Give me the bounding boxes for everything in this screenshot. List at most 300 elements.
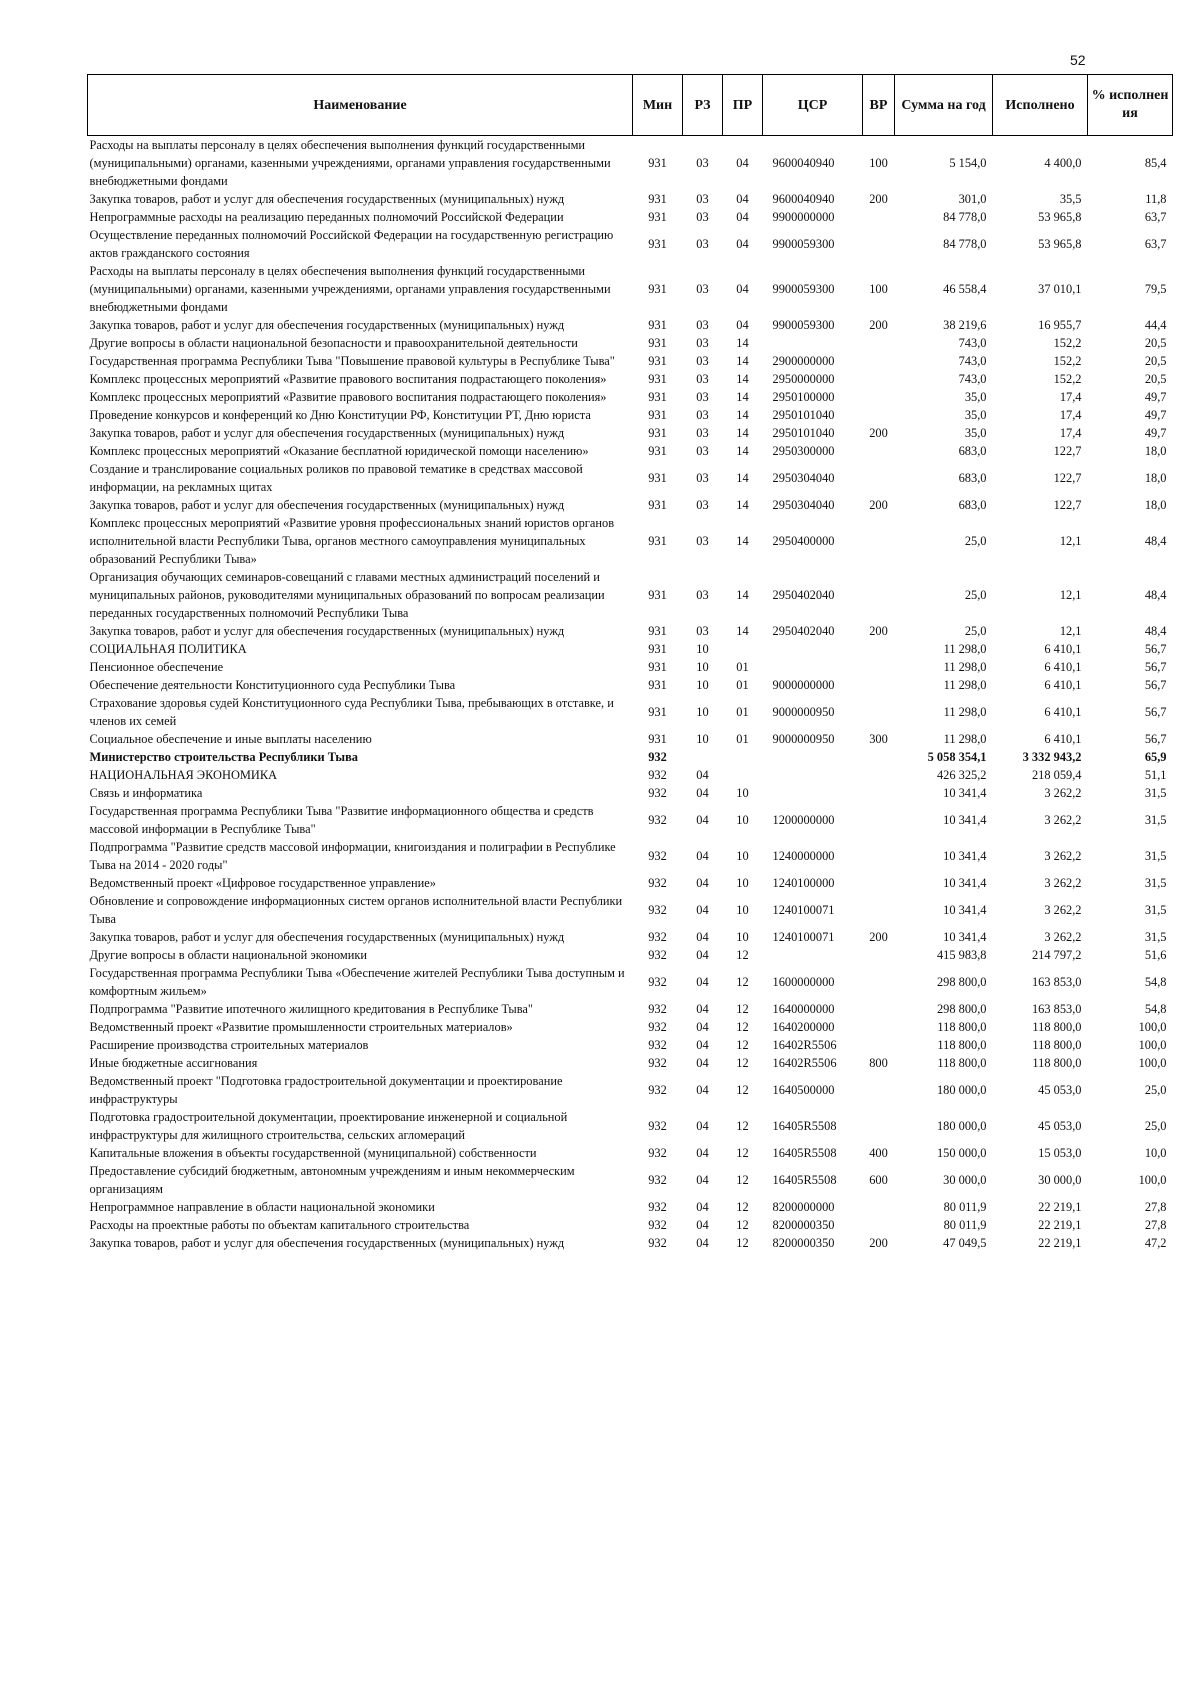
row-execution-percent: 48,4 [1144,588,1167,602]
row-expense-type [863,1108,895,1144]
row-executed: 35,5 [1059,192,1082,206]
row-executed: 12,1 [1059,534,1082,548]
row-annual-amount: 298 800,0 [936,1002,987,1016]
row-section: 03 [696,498,709,512]
row-name: Государственная программа Республики Тыва «Обеспечение жителей Республики Тыва доступным и комфортным жильем» [89,966,625,998]
table-row [88,928,1173,946]
row-ministry: 932 [648,1083,667,1097]
row-executed: 22 219,1 [1038,1200,1082,1214]
row-executed: 12,1 [1059,624,1082,638]
table-row [88,730,1173,748]
table-row [88,514,1173,568]
row-ministry: 932 [648,1236,667,1250]
row-expense-type [863,568,895,622]
row-name: Подпрограмма "Развитие средств массовой информации, книгоиздания и полиграфии в Республике Тыва на 2014 - 2020 годы" [89,840,616,872]
header-ministry: Мин [633,75,683,136]
row-annual-amount: 180 000,0 [936,1083,987,1097]
header-name: Наименование [88,75,633,136]
row-annual-amount: 35,0 [964,426,987,440]
row-name: Расходы на выплаты персоналу в целях обеспечения выполнения функций государственными (муниципальными) органами, казенными учреждениями, органами управления государственными внебюджетными фондами [89,138,611,188]
row-executed: 3 332 943,2 [1022,750,1082,764]
row-target-article: 9000000950 [772,732,835,746]
row-annual-amount: 298 800,0 [936,975,987,989]
row-target-article: 8200000000 [772,1200,835,1214]
row-execution-percent: 65,9 [1144,750,1167,764]
row-subsection: 04 [736,192,749,206]
row-section: 03 [696,210,709,224]
row-subsection: 10 [736,876,749,890]
header-annual-amount: Сумма на год [895,75,993,136]
row-subsection: 14 [736,534,749,548]
row-target-article: 1200000000 [772,813,835,827]
row-target-article [763,658,863,676]
row-name: Расширение производства строительных материалов [89,1038,369,1052]
row-expense-type [863,766,895,784]
row-name: Ведомственный проект «Развитие промышленности строительных материалов» [89,1020,513,1034]
row-subsection: 04 [736,282,749,296]
row-expense-type [863,676,895,694]
row-executed: 6 410,1 [1044,705,1082,719]
row-expense-type [863,442,895,460]
row-execution-percent: 56,7 [1144,705,1167,719]
table-row [88,208,1173,226]
row-subsection: 10 [736,849,749,863]
row-executed: 15 053,0 [1038,1146,1082,1160]
row-ministry: 931 [648,372,667,386]
row-ministry: 931 [648,192,667,206]
row-name: Подпрограмма "Развитие ипотечного жилищного кредитования в Республике Тыва" [89,1002,533,1016]
table-row [88,370,1173,388]
row-ministry: 931 [648,678,667,692]
row-section: 04 [696,813,709,827]
row-executed: 30 000,0 [1038,1173,1082,1187]
row-section: 03 [696,588,709,602]
row-annual-amount: 5 058 354,1 [927,750,987,764]
row-annual-amount: 426 325,2 [936,768,987,782]
row-name: НАЦИОНАЛЬНАЯ ЭКОНОМИКА [89,768,278,782]
row-execution-percent: 79,5 [1144,282,1167,296]
table-row [88,658,1173,676]
row-execution-percent: 63,7 [1144,210,1167,224]
row-ministry: 931 [648,588,667,602]
row-ministry: 932 [648,1119,667,1133]
row-name: Создание и транслирование социальных роликов по правовой тематике в средствах массовой информации, на рекламных щитах [89,462,583,494]
row-section: 10 [696,705,709,719]
row-subsection: 14 [736,372,749,386]
row-executed: 163 853,0 [1031,1002,1082,1016]
row-expense-type: 100 [869,156,888,170]
row-annual-amount: 47 049,5 [943,1236,987,1250]
table-row [88,568,1173,622]
row-annual-amount: 415 983,8 [936,948,987,962]
row-annual-amount: 10 341,4 [943,849,987,863]
row-target-article [763,748,863,766]
row-name: Министерство строительства Республики Тыва [89,750,358,764]
row-name: Предоставление субсидий бюджетным, автономным учреждениям и иным некоммерческим организациям [89,1164,575,1196]
row-target-article: 9600040940 [772,192,835,206]
row-expense-type: 200 [869,426,888,440]
row-annual-amount: 84 778,0 [943,237,987,251]
row-subsection: 01 [736,705,749,719]
row-execution-percent: 56,7 [1144,642,1167,656]
row-subsection: 14 [736,408,749,422]
row-name: Закупка товаров, работ и услуг для обеспечения государственных (муниципальных) нужд [89,192,565,206]
row-expense-type [863,388,895,406]
table-row [88,946,1173,964]
table-row [88,1072,1173,1108]
row-target-article: 2900000000 [772,354,835,368]
row-subsection: 12 [736,1002,749,1016]
row-subsection: 12 [736,1218,749,1232]
row-execution-percent: 31,5 [1144,849,1167,863]
row-target-article: 8200000350 [772,1236,835,1250]
row-section: 04 [696,876,709,890]
row-annual-amount: 80 011,9 [943,1218,987,1232]
row-section: 04 [696,1200,709,1214]
row-subsection: 12 [736,1119,749,1133]
row-target-article: 9900059300 [772,237,835,251]
row-execution-percent: 56,7 [1144,678,1167,692]
table-row [88,622,1173,640]
row-execution-percent: 85,4 [1144,156,1167,170]
row-ministry: 931 [648,156,667,170]
row-target-article [763,784,863,802]
row-executed: 122,7 [1053,471,1082,485]
row-subsection [723,766,763,784]
row-subsection: 01 [736,660,749,674]
row-name: Проведение конкурсов и конференций ко Дню Конституции РФ, Конституции РТ, Дню юриста [89,408,591,422]
table-row [88,1234,1173,1252]
row-name: Закупка товаров, работ и услуг для обеспечения государственных (муниципальных) нужд [89,1236,565,1250]
row-expense-type: 200 [869,1236,888,1250]
row-name: Ведомственный проект «Цифровое государственное управление» [89,876,436,890]
row-name: Ведомственный проект "Подготовка градостроительной документации и проектирование инфраструктуры [89,1074,563,1106]
row-executed: 118 800,0 [1032,1056,1082,1070]
table-header [88,75,1173,136]
row-section: 04 [696,1218,709,1232]
row-executed: 53 965,8 [1038,210,1082,224]
row-execution-percent: 25,0 [1144,1083,1167,1097]
row-target-article: 9900059300 [772,318,835,332]
row-executed: 3 262,2 [1044,930,1082,944]
row-section: 04 [696,1119,709,1133]
row-expense-type [863,640,895,658]
row-executed: 37 010,1 [1038,282,1082,296]
row-ministry: 931 [648,534,667,548]
table-row [88,352,1173,370]
row-name: Связь и информатика [89,786,203,800]
row-section: 04 [696,1236,709,1250]
row-subsection: 12 [736,1200,749,1214]
row-name: Подготовка градостроительной документации, проектирование инженерной и социальной инфраструктуры для жилищного строительства, сельских агломераций [89,1110,568,1142]
row-target-article [763,334,863,352]
row-executed: 3 262,2 [1044,876,1082,890]
table-row [88,136,1173,191]
row-executed: 17,4 [1059,390,1082,404]
row-name: Расходы на проектные работы по объектам капитального строительства [89,1218,470,1232]
table-row [88,964,1173,1000]
row-executed: 22 219,1 [1038,1236,1082,1250]
row-expense-type [863,514,895,568]
row-executed: 6 410,1 [1044,732,1082,746]
row-execution-percent: 18,0 [1144,471,1167,485]
row-subsection: 14 [736,498,749,512]
row-execution-percent: 48,4 [1144,624,1167,638]
row-ministry: 932 [648,1173,667,1187]
row-ministry: 931 [648,444,667,458]
row-subsection: 12 [736,975,749,989]
row-expense-type [863,226,895,262]
row-target-article: 2950000000 [772,372,835,386]
row-name: Другие вопросы в области национальной экономики [89,948,367,962]
row-executed: 152,2 [1053,354,1082,368]
row-expense-type: 100 [869,282,888,296]
page-number: 52 [1070,52,1086,68]
row-execution-percent: 49,7 [1144,408,1167,422]
row-target-article: 2950402040 [772,624,835,638]
row-subsection: 14 [736,426,749,440]
row-ministry: 932 [648,903,667,917]
row-execution-percent: 20,5 [1144,372,1167,386]
row-target-article: 1640500000 [772,1083,835,1097]
row-executed: 118 800,0 [1032,1020,1082,1034]
row-ministry: 931 [648,390,667,404]
row-executed: 17,4 [1059,426,1082,440]
row-ministry: 932 [648,1020,667,1034]
table-row [88,1144,1173,1162]
row-section: 04 [696,1146,709,1160]
row-name: Непрограммное направление в области национальной экономики [89,1200,435,1214]
row-section: 03 [696,471,709,485]
row-executed: 16 955,7 [1038,318,1082,332]
row-annual-amount: 84 778,0 [943,210,987,224]
row-ministry: 932 [648,750,667,764]
header-executed: Исполнено [993,75,1088,136]
row-section: 04 [696,849,709,863]
row-subsection: 12 [736,1236,749,1250]
row-target-article: 16402R5506 [772,1056,837,1070]
row-expense-type [863,784,895,802]
row-expense-type: 300 [869,732,888,746]
row-name: Непрограммные расходы на реализацию переданных полномочий Российской Федерации [89,210,564,224]
row-section: 04 [696,768,709,782]
row-section: 03 [696,336,709,350]
row-execution-percent: 44,4 [1144,318,1167,332]
row-annual-amount: 683,0 [958,471,987,485]
row-subsection: 12 [736,1020,749,1034]
row-execution-percent: 31,5 [1144,786,1167,800]
row-name: Закупка товаров, работ и услуг для обеспечения государственных (муниципальных) нужд [89,318,565,332]
row-subsection: 14 [736,354,749,368]
row-target-article: 1640000000 [772,1002,835,1016]
row-target-article: 9900000000 [772,210,835,224]
table-row [88,748,1173,766]
row-name: Комплекс процессных мероприятий «Оказание бесплатной юридической помощи населению» [89,444,589,458]
row-subsection: 01 [736,678,749,692]
row-section: 10 [696,732,709,746]
row-ministry: 932 [648,876,667,890]
row-expense-type [863,1216,895,1234]
row-ministry: 932 [648,786,667,800]
row-annual-amount: 11 298,0 [943,660,987,674]
row-section: 03 [696,156,709,170]
row-section: 03 [696,372,709,386]
row-subsection [723,748,763,766]
row-executed: 3 262,2 [1044,849,1082,863]
row-subsection: 12 [736,1038,749,1052]
table-row [88,1198,1173,1216]
row-subsection: 12 [736,948,749,962]
row-executed: 118 800,0 [1032,1038,1082,1052]
row-name: Осуществление переданных полномочий Российской Федерации на государственную регистрацию актов гражданского состояния [89,228,614,260]
row-ministry: 932 [648,1146,667,1160]
row-execution-percent: 20,5 [1144,336,1167,350]
row-section: 04 [696,930,709,944]
row-execution-percent: 100,0 [1138,1020,1167,1034]
row-subsection: 10 [736,930,749,944]
row-target-article: 9000000000 [772,678,835,692]
row-name: Закупка товаров, работ и услуг для обеспечения государственных (муниципальных) нужд [89,930,565,944]
table-row [88,1054,1173,1072]
table-row [88,838,1173,874]
row-expense-type: 200 [869,192,888,206]
table-row [88,406,1173,424]
table-row [88,784,1173,802]
row-ministry: 931 [648,237,667,251]
table-row [88,1036,1173,1054]
row-target-article: 1640200000 [772,1020,835,1034]
row-executed: 45 053,0 [1038,1119,1082,1133]
row-executed: 22 219,1 [1038,1218,1082,1232]
row-name: Социальное обеспечение и иные выплаты населению [89,732,372,746]
row-subsection: 01 [736,732,749,746]
row-execution-percent: 54,8 [1144,1002,1167,1016]
row-expense-type [863,1072,895,1108]
row-ministry: 931 [648,705,667,719]
table-row [88,262,1173,316]
row-target-article: 16405R5508 [772,1119,837,1133]
row-annual-amount: 180 000,0 [936,1119,987,1133]
table-row [88,694,1173,730]
row-ministry: 931 [648,498,667,512]
row-expense-type [863,406,895,424]
row-target-article [763,766,863,784]
row-target-article: 1240000000 [772,849,835,863]
row-section: 03 [696,534,709,548]
row-expense-type [863,208,895,226]
row-subsection: 04 [736,237,749,251]
row-target-article: 9600040940 [772,156,835,170]
row-annual-amount: 118 800,0 [937,1020,987,1034]
row-annual-amount: 38 219,6 [943,318,987,332]
row-ministry: 932 [648,1200,667,1214]
row-ministry: 932 [648,768,667,782]
row-expense-type: 200 [869,498,888,512]
row-expense-type: 400 [869,1146,888,1160]
row-subsection: 14 [736,588,749,602]
row-executed: 122,7 [1053,444,1082,458]
row-ministry: 931 [648,336,667,350]
row-section: 03 [696,237,709,251]
row-section: 04 [696,1038,709,1052]
table-body [88,136,1173,1253]
row-target-article [763,640,863,658]
table-row [88,226,1173,262]
row-subsection: 12 [736,1146,749,1160]
row-ministry: 932 [648,1218,667,1232]
row-annual-amount: 301,0 [958,192,987,206]
row-annual-amount: 743,0 [958,336,987,350]
row-section: 03 [696,282,709,296]
row-annual-amount: 743,0 [958,354,987,368]
row-target-article: 2950101040 [772,408,835,422]
row-expense-type [863,892,895,928]
row-execution-percent: 56,7 [1144,660,1167,674]
row-expense-type [863,334,895,352]
row-expense-type [863,748,895,766]
row-execution-percent: 100,0 [1138,1056,1167,1070]
row-expense-type [863,1000,895,1018]
row-execution-percent: 10,0 [1144,1146,1167,1160]
table-row [88,1000,1173,1018]
row-name: Закупка товаров, работ и услуг для обеспечения государственных (муниципальных) нужд [89,498,565,512]
row-expense-type: 800 [869,1056,888,1070]
row-expense-type: 200 [869,318,888,332]
row-section: 10 [696,678,709,692]
row-target-article: 8200000350 [772,1218,835,1232]
row-execution-percent: 31,5 [1144,876,1167,890]
row-expense-type [863,694,895,730]
header-expense-type: ВР [863,75,895,136]
table-row [88,766,1173,784]
row-execution-percent: 49,7 [1144,390,1167,404]
row-execution-percent: 51,1 [1144,768,1167,782]
row-annual-amount: 25,0 [964,624,987,638]
row-expense-type [863,946,895,964]
row-annual-amount: 10 341,4 [943,813,987,827]
row-execution-percent: 31,5 [1144,813,1167,827]
row-execution-percent: 48,4 [1144,534,1167,548]
table-row [88,460,1173,496]
row-executed: 4 400,0 [1044,156,1082,170]
row-executed: 45 053,0 [1038,1083,1082,1097]
row-section: 03 [696,426,709,440]
row-section: 04 [696,1020,709,1034]
row-subsection: 10 [736,813,749,827]
row-subsection: 04 [736,318,749,332]
row-target-article: 1240100071 [772,930,835,944]
row-execution-percent: 31,5 [1144,903,1167,917]
row-annual-amount: 11 298,0 [943,678,987,692]
row-executed: 6 410,1 [1044,678,1082,692]
row-section: 03 [696,318,709,332]
row-target-article: 1240100071 [772,903,835,917]
row-name: Организация обучающих семинаров-совещаний с главами местных администраций поселений и муниципальных районов, руководителями муниципальных образований по вопросам реализации переданных государственных полномочий Республики Тыва [89,570,605,620]
table-row [88,1018,1173,1036]
header-section: РЗ [683,75,723,136]
row-annual-amount: 25,0 [964,588,987,602]
row-ministry: 932 [648,975,667,989]
row-execution-percent: 25,0 [1144,1119,1167,1133]
row-ministry: 931 [648,660,667,674]
row-annual-amount: 150 000,0 [936,1146,987,1160]
row-expense-type [863,1198,895,1216]
row-execution-percent: 56,7 [1144,732,1167,746]
row-expense-type [863,460,895,496]
row-executed: 3 262,2 [1044,813,1082,827]
row-executed: 17,4 [1059,408,1082,422]
row-ministry: 932 [648,930,667,944]
